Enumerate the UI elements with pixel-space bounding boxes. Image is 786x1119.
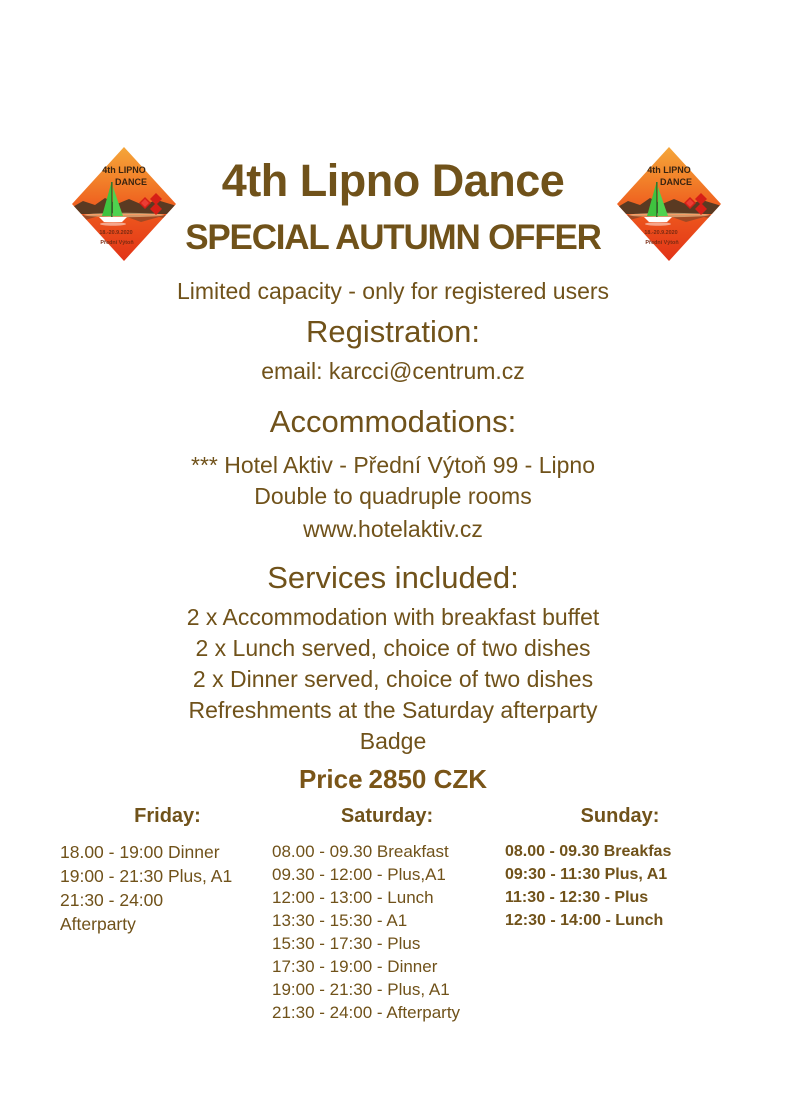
schedule-item: 21:30 - 24:00: [60, 890, 164, 910]
page-title: 4th Lipno Dance: [221, 155, 565, 206]
price-block: [0, 766, 786, 792]
logo-date-line: 18.-20.9.2020: [99, 230, 133, 236]
schedule-day-heading: Sunday:: [580, 805, 660, 827]
service-item: 2 x Lunch served, choice of two dishes: [195, 635, 591, 661]
schedule-item: 09.30 - 12:00 - Plus,A1: [272, 865, 446, 884]
schedule-item: 12:00 - 13:00 - Lunch: [272, 888, 434, 907]
schedule-day-heading: Friday:: [134, 805, 201, 827]
logo-place-line: Přední Výtoň: [645, 240, 679, 246]
schedule-item: 09:30 - 11:30 Plus, A1: [505, 866, 668, 883]
schedule-item: 13:30 - 15:30 - A1: [272, 911, 408, 930]
schedule-item: 08.00 - 09.30 Breakfast: [272, 842, 449, 861]
logo-date-line: 18.-20.9.2020: [644, 230, 678, 236]
service-item: Refreshments at the Saturday afterparty: [188, 697, 598, 723]
service-item: Badge: [359, 728, 427, 754]
schedule-item: 17:30 - 19:00 - Dinner: [272, 957, 438, 976]
schedule-item: 08.00 - 09.30 Breakfas: [505, 843, 672, 860]
schedule-item: Afterparty: [60, 914, 136, 934]
schedule-day-heading: Saturday:: [340, 805, 434, 827]
registration-email[interactable]: email: karcci@centrum.cz: [261, 358, 525, 384]
tagline: Limited capacity - only for registered users: [176, 278, 610, 304]
schedule-section: [0, 806, 786, 1066]
schedule-item: 12:30 - 14:00 - Lunch: [505, 912, 664, 929]
logo-title-line-1: 4th LIPNO: [647, 165, 691, 175]
schedule-column-sunday: [505, 806, 735, 932]
logo-title-line-2: DANCE: [114, 177, 148, 187]
logo-title-line-1: 4th LIPNO: [102, 165, 146, 175]
schedule-item: 19:00 - 21:30 Plus, A1: [60, 866, 233, 886]
price-amount: 2850 CZK: [368, 764, 488, 794]
schedule-item: 19:00 - 21:30 - Plus, A1: [272, 980, 450, 999]
title-block: [0, 155, 786, 257]
accommodations-hotel: *** Hotel Aktiv - Přední Výtoň 99 - Lipno: [191, 452, 595, 478]
schedule-item: 15:30 - 17:30 - Plus: [272, 934, 421, 953]
page-subtitle: SPECIAL AUTUMN OFFER: [185, 218, 601, 257]
registration-heading: Registration:: [305, 314, 481, 349]
schedule-item: 11:30 - 12:30 - Plus: [505, 889, 649, 906]
schedule-column-saturday: [272, 806, 502, 1024]
logo-title-line-2: DANCE: [659, 177, 693, 187]
schedule-column-friday: [60, 806, 275, 936]
accommodations-rooms: Double to quadruple rooms: [254, 483, 532, 509]
schedule-list: [505, 840, 735, 932]
schedule-list: [272, 840, 502, 1024]
services-heading: Services included:: [267, 560, 519, 595]
header-band: [0, 0, 786, 276]
service-item: 2 x Dinner served, choice of two dishes: [192, 666, 594, 692]
schedule-item: 18.00 - 19:00 Dinner: [60, 842, 220, 862]
service-item: 2 x Accommodation with breakfast buffet: [186, 604, 600, 630]
schedule-list: [60, 840, 275, 936]
price-label: Price: [298, 764, 363, 794]
accommodations-heading: Accommodations:: [269, 404, 517, 439]
accommodations-website[interactable]: www.hotelaktiv.cz: [303, 516, 483, 542]
logo-place-line: Přední Výtoň: [100, 240, 134, 246]
schedule-item: 21:30 - 24:00 - Afterparty: [272, 1003, 461, 1022]
